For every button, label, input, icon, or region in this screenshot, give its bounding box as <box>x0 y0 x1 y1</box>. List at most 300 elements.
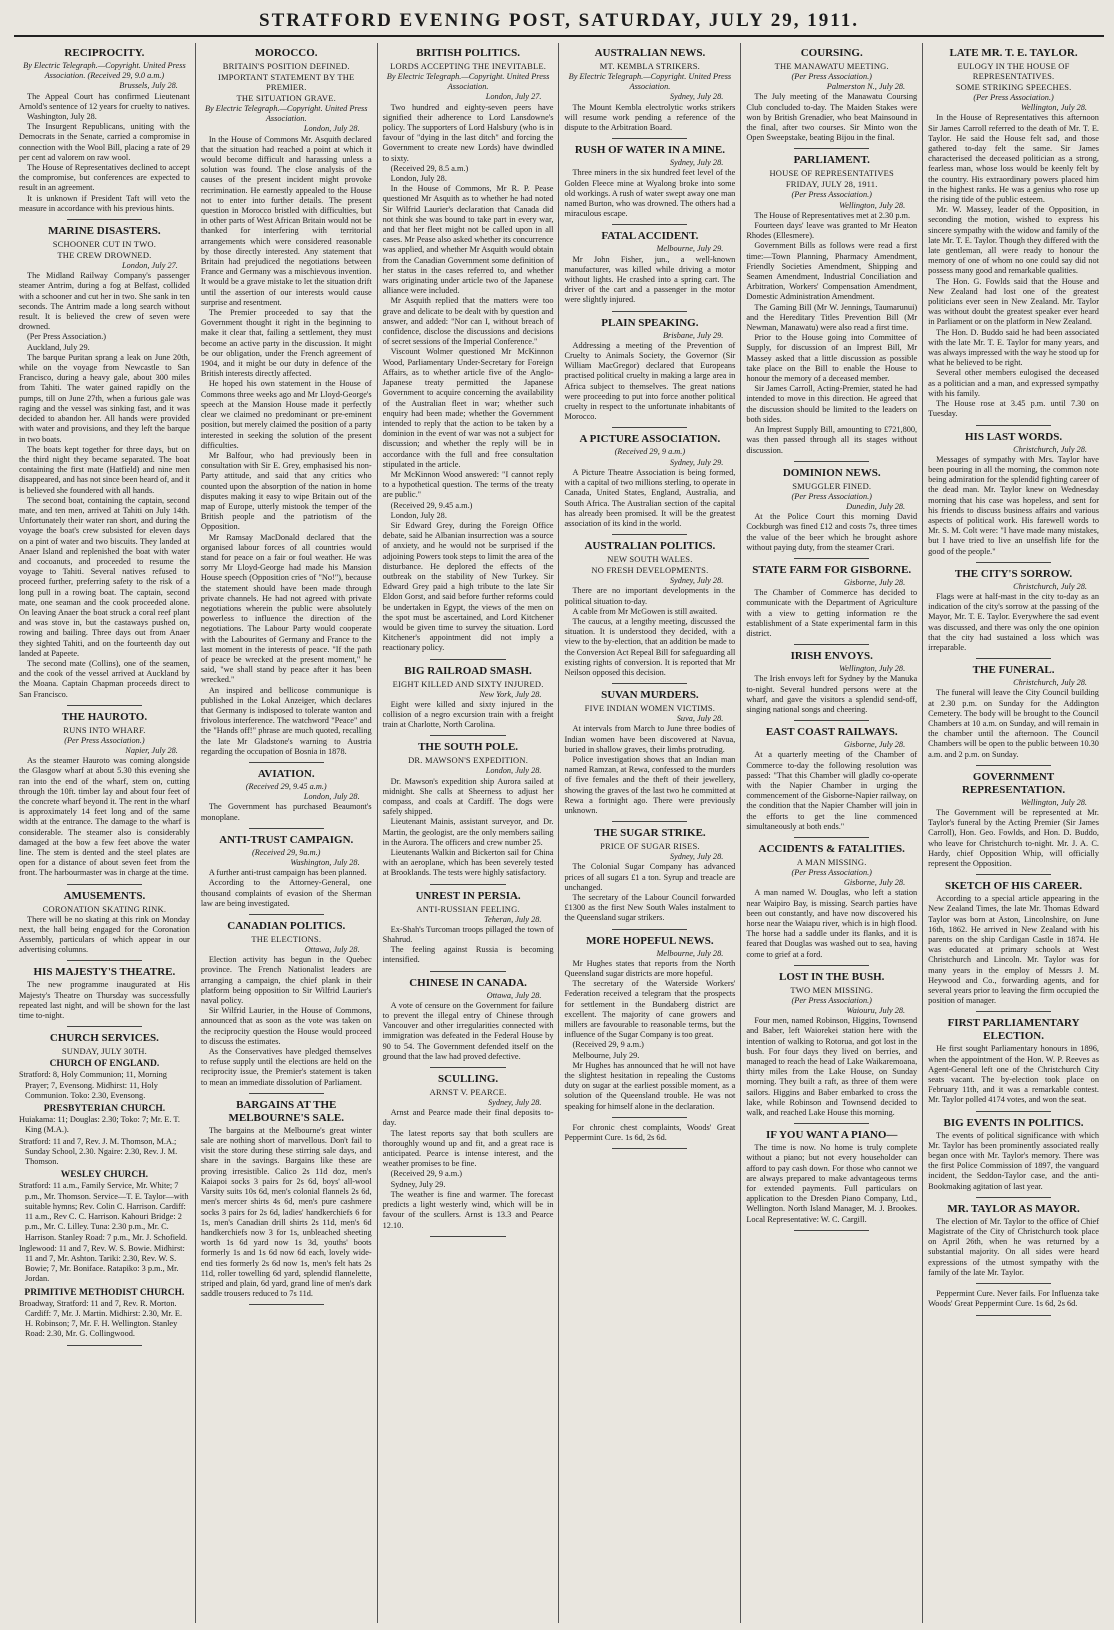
press-source: (Per Press Association.) <box>791 72 872 81</box>
article-divider <box>249 914 324 915</box>
press-source: By Electric Telegraph.—Copyright. United Press Association. <box>204 104 368 124</box>
article-paragraph: The bargains at the Melbourne's great winter sale are nothing short of marvellous. Don't fail to visit the store during these stirring sale days, and share in the savings. Bargains like these are proving irresistible. Calico 2s 11d doz, men's Kaiapoi socks 3 pairs for 2s 6d, boys' all-wool Varsity suits 10s 6d, men's colonial flannels 2s 6d, men's mercer shirts 4s 6d, men's pure cashmere socks 3 pairs for 2s 6d, ladies' handkerchiefs 6 for 1s, men's Canadian drill shirts 2s 11d, men's 6d handkerchiefs now 3 for 1s, unbleached sheeting worth 1s 6d yard now 1s 3d, youths' boots formerly 1s and 1s 6d now 6d each, lovely wide-end ties formerly 2s 6d now 1s, men's felt hats 2s 11d, roller towelling 6d yard, splendid flannelette, striped and plain, 6d yard, grand line of men's dark saddle trousers reduced to 7s 11d. <box>200 1125 372 1299</box>
article-subhead: ANTI-RUSSIAN FEELING. <box>416 903 520 914</box>
article-headline: HIS MAJESTY'S THEATRE. <box>33 966 176 979</box>
article-paragraph: The latest reports say that both scullers are thoroughly wound up and fit, and a great race is anticipated. Pearce is intense interest, and the weather promises to be fine. <box>382 1128 554 1169</box>
article-paragraph: The feeling against Russia is becoming intensified. <box>382 945 554 965</box>
article-subhead: IMPORTANT STATEMENT BY THE PREMIER. <box>218 72 355 92</box>
article-paragraph: Eight were killed and sixty injured in the collision of a negro excursion train with a freight train at Charlotte, North Carolina. <box>382 699 554 730</box>
article-paragraph: The Government has purchased Beaumont's monoplane. <box>200 802 372 822</box>
article-paragraph: The Midland Railway Company's passenger steamer Antrim, during a fog at Belfast, collided with a schooner and cut her in two. She sank in ten seconds. The Antrim made a long search without result. It is believed the crew of seven were drowned. <box>19 271 190 332</box>
article-subhead: EIGHT KILLED AND SIXTY INJURED. <box>392 678 544 689</box>
article <box>564 317 735 429</box>
article-paragraph: The caucus, at a lengthy meeting, discussed the situation. It is understood they decided, with a view to the by-election, that an addition be made to the Conversion Act Repeal Bill for safeguarding all existing rights of conversion. It is reported that Mr Neilson opposed this decision. <box>564 616 736 677</box>
article-headline: THE FUNERAL. <box>972 664 1055 677</box>
article-divider <box>67 705 142 706</box>
dateline: Brussels, July 28. <box>119 81 178 91</box>
article <box>383 665 554 737</box>
article-subhead: ARNST V. PEARCE. <box>429 1087 507 1098</box>
article <box>201 834 372 915</box>
article-divider <box>794 1230 869 1231</box>
article-paragraph: Mr. W. Massey, leader of the Opposition, in seconding the motion, wished to express his sincere sympathy with the widow and family of the late Mr. T. E. Taylor. Though they differed with the late gentleman, all were ready to honour the memory of one of whom no one could say did not possess many good and remarkable qualities. <box>928 205 1099 276</box>
article-divider <box>612 311 687 312</box>
article <box>928 771 1099 875</box>
article-divider <box>612 929 687 930</box>
article-paragraph: Viscount Wolmer questioned Mr McKinnon Wood, Parliamentary Under-Secretary for Foreign Affairs, as to whether article five of the Anglo-Japanese treaty permitted the Japanese Government to acquire concerning the availability of the Australian fleet in war; whether such enquiry had been made; whether the Government intended to reply that the action to be taken by a dominion in the event of war was not a subject for discussion; and whether the reply will be in accordance with the full and free consultation stipulated in the article. <box>382 347 554 469</box>
dateline: London, July 27. <box>485 92 542 102</box>
article-headline: SCULLING. <box>437 1073 499 1086</box>
article-paragraph: Police investigation shows that an Indian man named Ramzan, at Rewa, confessed to the murders of five females and the theft of their jewellery, showing the graves of the last two he committed at Rewa a fortnight ago. There were previously unknown. <box>564 754 736 815</box>
article-headline: RECIPROCITY. <box>64 47 145 59</box>
dateline: London, July 28. <box>485 766 542 776</box>
article <box>19 966 190 1027</box>
press-source: (Per Press Association.) <box>791 190 872 200</box>
article-paragraph: The funeral will leave the City Council building at 2.30 p.m. on Sunday for the Addington Cemetery. The body will be brought to the Council Chambers at 10 a.m. on Sunday, and will remain in the chamber until the afternoon. The Council Chambers will be open to the public between 10.30 a.m. and 2 p.m. on Sunday. <box>928 688 1099 759</box>
dateline: Sydney, July 29. <box>669 457 724 467</box>
article <box>746 650 917 721</box>
article-paragraph: The House of Representatives met at 2.30 p.m. <box>754 210 911 220</box>
article <box>928 880 1099 1012</box>
article-divider <box>976 1197 1051 1198</box>
article-subhead: NO FRESH DEVELOPMENTS. <box>591 565 709 576</box>
dateline: Christchurch, July 28. <box>1013 444 1087 454</box>
article <box>928 47 1099 426</box>
article-paragraph: The Mount Kembla electrolytic works strikers will resume work pending a reference of the dispute to the Arbitration Board. <box>564 102 736 133</box>
article <box>564 1123 735 1149</box>
church-name: WESLEY CHURCH. <box>60 1170 149 1181</box>
article-divider <box>976 1011 1051 1012</box>
article-divider <box>430 735 505 736</box>
service-entry: Broadway, Stratford: 11 and 7, Rev. R. Morton. Cardiff: 7, Mr. J. Martin. Midhirst: 2.30, Mr. E. H. Robinson; 7, Mr. F. H. Wellington. Stanley Road: 2.30, Mr. G. Collingwood. <box>19 1298 183 1339</box>
article-subhead: A MAN MISSING. <box>796 856 867 867</box>
press-source: (Per Press Association.) <box>791 867 872 877</box>
dateline: Brisbane, July 29. <box>662 330 724 340</box>
church-name: CHURCH OF ENGLAND. <box>49 1059 160 1070</box>
dateline: London, July 28. <box>303 792 360 802</box>
article-paragraph: The events of political significance with which Mr. Taylor has been prominently associated really began once with Mr. Taylor's memory. There was the first Police Commission of 1897, the vanguard incident, the Seddon-Taylor case, and the anti-Bookmaking agitation of last year. <box>928 1130 1099 1191</box>
news-column <box>559 43 741 1623</box>
article-paragraph: The Hon. G. Fowlds said that the House and New Zealand had lost one of the greatest politicians ever seen in New Zealand. Mr. Taylor was without doubt the greatest speaker ever heard in Parliament or on the platform in New Zealand. <box>928 276 1099 327</box>
dateline: Gisborne, July 28. <box>843 577 906 587</box>
dateline: Waiouru, July 28. <box>846 1006 906 1016</box>
article-divider <box>430 1067 505 1068</box>
dateline: Gisborne, July 28. <box>843 878 906 888</box>
article <box>564 433 735 535</box>
article <box>746 843 917 966</box>
article-headline: MR. TAYLOR AS MAYOR. <box>947 1202 1080 1215</box>
dateline: Christchurch, July 28. <box>1013 678 1087 688</box>
article-paragraph: It is unknown if President Taft will veto the measure in accordance with his previous hints. <box>19 193 190 213</box>
article-headline: GOVERNMENT REPRESENTATION. <box>961 770 1066 796</box>
dateline: Ottawa, July 28. <box>486 990 542 1000</box>
dateline: Melbourne, July 29. <box>656 244 724 254</box>
article-headline: DOMINION NEWS. <box>782 466 881 479</box>
article-paragraph: The Chamber of Commerce has decided to communicate with the Department of Agriculture with a view to getting information re the establishment of a State experimental farm in this district. <box>746 588 918 638</box>
article-headline: CHINESE IN CANADA. <box>409 976 527 989</box>
dateline: Sydney, July 28. <box>669 92 724 102</box>
church-name: PRIMITIVE METHODIST CHURCH. <box>24 1287 185 1298</box>
article-headline: AMUSEMENTS. <box>63 889 146 902</box>
article-headline: PLAIN SPEAKING. <box>601 316 699 329</box>
article-headline: IF YOU WANT A PIANO— <box>766 1129 898 1142</box>
article-paragraph: Government Bills as follows were read a first time:—Town Planning, Pharmacy Amendment, Friendly Societies Amendment, Shipping and Seamen Amendment, Industrial Conciliation and Arbitration, Workers' Compensation Amendment, Domestic Administration Amendment. <box>746 241 918 302</box>
article-headline: CHURCH SERVICES. <box>49 1032 159 1045</box>
article-paragraph: The election of Mr. Taylor to the office of Chief Magistrate of the City of Christchurch took place on April 26th, when he was returned by a substantial majority. On all sides were heard expressions of the utmost sympathy with the family of the late Mr. Taylor. <box>928 1216 1099 1277</box>
article-paragraph: The time is now. No home is truly complete without a piano; but not every householder can afford to pay cash down. For those who cannot we are always prepared to make advantageous terms for extended payments. Full particulars on application to the Dresden Piano Company, Ltd., Wellington. North Island Manager, M. J. Brookes. Local Representative: W. C. Cargill. <box>746 1143 918 1224</box>
article <box>746 47 917 149</box>
article-divider <box>67 884 142 885</box>
dateline: Melbourne, July 28. <box>656 948 724 958</box>
press-source: (Per Press Association.) <box>791 995 872 1005</box>
press-source: (Per Press Association.) <box>791 491 872 501</box>
article-headline: AUSTRALIAN NEWS. <box>594 47 706 59</box>
article-paragraph: The Premier proceeded to say that the Government thought it right in the beginning to make it clear that, failing a settlement, they must become an active party in the discussion. It might be our obligation, under the French agreement of 1904, and it might be our duty in defence of the British interests directly affected. <box>200 308 372 379</box>
article <box>19 47 190 220</box>
article-paragraph: Sydney, July 29. <box>390 1179 446 1189</box>
article-paragraph: Messages of sympathy with Mrs. Taylor have been pouring in all the morning, the common note being admiration for the splendid fighting career of the dead man. Mr. Taylor knew on Wednesday morning that his case was hopeless, and sent for his friends to discuss business affairs and various aspects of political work. His farewell words to Mr. S. M. Colt were: "I have made many mistakes, but I have tried to live an unselfish life for the good of the people." <box>928 454 1099 556</box>
article-subhead: THE CREW DROWNED. <box>57 250 152 261</box>
article-paragraph: The secretary of the Labour Council forwarded £1300 as the first New South Wales instalment to the Queensland sugar strikers. <box>564 892 736 923</box>
article-subhead: NEW SOUTH WALES. <box>607 554 693 565</box>
article-divider <box>430 884 505 885</box>
service-entry: Stratford: 8, Holy Communion; 11, Morning Prayer; 7, Evensong. Midhirst: 11, Holy Communion. Toko: 2.30, Evensong. <box>19 1070 167 1100</box>
news-column <box>923 43 1104 1623</box>
article-paragraph: Prior to the House going into Committee of Supply, for discussion of an Imprest Bill, Mr Massey asked that a little discussion as possible take place on the Bill to enable the House to honour the memory of a deceased member. <box>746 333 918 384</box>
article-divider <box>67 1026 142 1027</box>
article-headline: ACCIDENTS & FATALITIES. <box>758 842 905 855</box>
article-paragraph: Sir Edward Grey, during the Foreign Office debate, said he Albanian insurrection was a source of anxiety, and he would not be surprised if the adjoining Powers took steps to limit the area of the disturbance. He deplored the effects of the outbreak on the stability of New Turkey. Sir Edward Grey paid a high tribute to the late Sir Eldon Gorst, and said before further reforms could be undertaken in Egypt, the views of the men on the spot must be ascertained, and Lord Kitchener would be given time to survey the situation. Lord Kitchener's appointment did not imply a reactionary policy. <box>382 520 554 653</box>
article-headline: AUSTRALIAN POLITICS. <box>584 540 716 553</box>
article-paragraph: The House rose at 3.45 p.m. until 7.30 on Tuesday. <box>928 399 1099 419</box>
article-divider <box>612 1148 687 1149</box>
press-source: (Received 29, 9 a.m.) <box>614 447 686 457</box>
article-subhead: SOME STRIKING SPEECHES. <box>955 82 1072 92</box>
article-headline: THE HAUROTO. <box>61 710 148 723</box>
article-paragraph: As the steamer Hauroto was coming alongside the Glasgow wharf at about 5.30 this evening she ran into the end of the wharf, stem on, cutting through the 10ft. timber lay and about four feet of the concrete wharf beyond it. The rent in the wharf is approximately 14 feet long and of the same width at the entrance. The damage to the wharf is considerable. The steamer also is considerably damaged at the bow a few feet above the water line. The stem is dented and the steel plates are open for a distance of about seven feet from the front. The harbourmaster was in charge at the time. <box>19 756 190 878</box>
dateline: Napier, July 28. <box>125 745 178 755</box>
article-paragraph: A cable from Mr McGowen is still awaited. <box>572 606 718 616</box>
article-divider <box>976 562 1051 563</box>
article-paragraph: Mr Ramsay MacDonald declared that the organised labour forces of all countries would stand for peace on a fair or foul weather. He was sorry Mr Lloyd-George had made his Mansion House speech (Opposition cries of "No!"), because the statement should have been made through private channels. He had not agreed with private negotiations wherein the public were absolutely powerless to influence the direction of the negotiations. The Labour Party would cooperate with the Labourites of Germany and France to the last moment in the interests of peace. "If the path of peace be wrecked at the present moment," he said, "we shall stand by peace after it has been wrecked." <box>200 532 372 685</box>
article <box>928 1017 1099 1111</box>
church-name: PRESBYTERIAN CHURCH. <box>43 1104 166 1115</box>
article-paragraph: In the House of Commons, Mr R. P. Pease questioned Mr Asquith as to whether he had noted Sir Wilfrid Laurier's declaration that Canada did not think she was bound to take part in every war, and that her fleet might not be called upon in all cases. Mr Pease also asked whether its concurrence was applied, and whether Mr Asquith would obtain from the Canadian Government some definition of her status in the cases referred to, and whether wars originating under article two of the Japanese alliance were included. <box>382 184 554 296</box>
article-divider <box>794 148 869 149</box>
article-headline: LATE MR. T. E. TAYLOR. <box>949 47 1078 59</box>
article-subhead: CORONATION SKATING RINK. <box>42 903 167 914</box>
article-paragraph: The House of Representatives declined to accept the compromise, but conferences are expected to result in an agreement. <box>19 163 190 193</box>
article-subhead: DR. MAWSON'S EXPEDITION. <box>408 755 529 766</box>
article-paragraph: (Received 29, 9 a.m.) <box>572 1040 644 1050</box>
article <box>383 47 554 660</box>
article-subhead: HOUSE OF REPRESENTATIVES <box>769 168 894 179</box>
article-divider <box>249 1093 324 1094</box>
article-headline: SKETCH OF HIS CAREER. <box>944 880 1083 893</box>
article <box>746 726 917 838</box>
article-headline: THE SUGAR STRIKE. <box>594 827 706 840</box>
article-subhead: SMUGGLER FINED. <box>792 480 872 491</box>
article-divider <box>612 821 687 822</box>
article <box>564 827 735 929</box>
article <box>383 890 554 972</box>
article-paragraph: For chronic chest complaints, Woods' Great Peppermint Cure. 1s 6d, 2s 6d. <box>564 1122 736 1143</box>
article-paragraph: The second boat, containing the captain, second mate, and ten men, arrived at Tahiti on July 14th. Unfortunately their water ran short, and during the voyage the boat's crew subsisted for eleven days on a pint of water and two biscuits. They landed at Anaer Island and replenished the boat with water and cocoanuts, and proceeded to resume the voyage to Tahiti. Several natives refused to proceed further, preferring safety to the risk of a long pull in a rowing boat. The captain, second mate, one seaman and the cook proceeded alone. On leaving Anaer the boat struck a coral reef plant and was stove in, but the castaways pushed on, rowing and bailing. Three days out from Anaer they sighted Tahiti, and on the fourteenth day out landed at Papeete. <box>19 495 190 658</box>
article-divider <box>249 1304 324 1305</box>
article-subhead: BRITAIN'S POSITION DEFINED. <box>222 61 350 71</box>
article <box>201 768 372 829</box>
article-paragraph: Three miners in the six hundred feet level of the Golden Fleece mine at Wyalong broke into some old workings. A rush of water swept away one man named Burton, who was drowned. The others had a miraculous escape. <box>564 168 736 219</box>
article-paragraph: Mr Hughes has announced that he will not have the slightest hesitation in repealing the Customs duty on sugar at the earliest possible moment, as a solution of the Queensland trouble. He was not speaking for himself alone in the declaration. <box>564 1060 736 1111</box>
service-entry: Inglewood: 11 and 7, Rev. W. S. Bowie. Midhirst: 11 and 7, Mr. Ashton. Tariki: 2.30, Rev. W. S. Bowie; 7, Mr. Boniface. Ratapiko: 3 p.m., Mr. Jordan. <box>19 1243 185 1284</box>
article-paragraph: According to a special article appearing in the New Zealand Times, the late Mr. Thomas Edward Taylor was born at Aston, Lincolnshire, on June 16th, 1862. He arrived in New Zealand with his parents on the ship Cardigan Castle in 1874. He was educated at primary schools at West Christchurch and Lincoln. Mr. Taylor was for many years in the employ of Messrs J. M. Heywood and Co., forwarding agents, and for several years prior to leaving the firm occupied the position of manager. <box>928 894 1099 1006</box>
article-paragraph: As the Conservatives have pledged themselves to refuse supply until the elections are held on the reciprocity issue, the Premier's statement is taken to mean an immediate dissolution of Parliament. <box>200 1047 372 1087</box>
article <box>19 711 190 885</box>
article-paragraph: Auckland, July 29. <box>27 342 90 352</box>
article-paragraph: (Received 29, 9 a.m.) <box>390 1169 463 1179</box>
article-headline: AVIATION. <box>257 768 315 780</box>
article-paragraph: Several other members eulogised the deceased as a politician and a man, and expressed sympathy with his family. <box>928 368 1099 398</box>
article-subhead: FIVE INDIAN WOMEN VICTIMS. <box>584 703 716 714</box>
article-paragraph: Two hundred and eighty-seven peers have signified their adherence to Lord Lansdowne's policy. The supporters of Lord Halsbury (who is in favour of "dying in the last ditch" and forcing the Government to create new Lords) have dwindled to sixty. <box>382 102 554 163</box>
article-divider <box>794 965 869 966</box>
press-source: By Electric Telegraph.—Copyright. United Press Association. <box>386 72 550 92</box>
news-column <box>14 43 196 1623</box>
article-paragraph: The Insurgent Republicans, uniting with the Democrats in the Senate, carried a compromise in connection with the Wool Bill, placing a rate of 29 per cent ad valorem on raw wool. <box>19 122 190 162</box>
article-subhead: LORDS ACCEPTING THE INEVITABLE. <box>390 61 547 71</box>
article-headline: MARINE DISASTERS. <box>48 225 161 238</box>
article <box>564 230 735 311</box>
article-headline: FIRST PARLIAMENTARY ELECTION. <box>947 1017 1080 1043</box>
article-paragraph: The second mate (Collins), one of the seamen, and the cook of the vessel arrived at Auckland by the Moana. Captain Chapman proceeds direct to San Francisco. <box>19 658 190 699</box>
article <box>564 47 735 139</box>
article-subhead: EULOGY IN THE HOUSE OF REPRESENTATIVES. <box>957 61 1070 81</box>
article-divider <box>249 828 324 829</box>
article-paragraph: According to the Attorney-General, one thousand complaints of evasion of the Sherman law are being investigated. <box>200 878 372 908</box>
dateline: Wellington, July 28. <box>1020 103 1087 113</box>
service-entry: Huiakama: 11; Douglas: 2.30; Toko: 7; Mr. E. T. King (M.A.). <box>19 1115 180 1135</box>
article-paragraph: At a quarterly meeting of the Chamber of Commerce to-day the following resolution was passed: "That this Chamber will gladly co-operate with the Napier Chamber in urging the commencement of the Gisborne-Napier railway, on the condition that the Napier Chamber will join in the efforts to get the line commenced simultaneously at both ends." <box>746 750 918 831</box>
article-headline: EAST COAST RAILWAYS. <box>765 726 898 739</box>
article-paragraph: Fourteen days' leave was granted to Mr Heaton Rhodes (Ellesmere). <box>746 221 918 241</box>
article-divider <box>249 762 324 763</box>
article <box>564 144 735 225</box>
article-paragraph: An inspired and bellicose communique is published in the Lokal Anzeiger, which declares that Germany is indisposed to tolerate wanton and frivolous interference. The watchword "Peace" and the "Hands off!" phrase are much quoted, recalling the late Mr Gladstone's warning to Austria regarding the occupation of Bosnia in 1878. <box>200 685 372 756</box>
article-paragraph: The weather is fine and warmer. The forecast predicts a light westerly wind, which will be in favour of the scullers. Arnst is 13.3 and Pearce 12.10. <box>382 1189 554 1230</box>
article <box>383 741 554 884</box>
article-headline: LOST IN THE BUSH. <box>779 970 885 983</box>
article <box>19 1032 190 1345</box>
dateline: Ottawa, July 28. <box>304 945 360 955</box>
article <box>564 540 735 684</box>
article-paragraph: In the House of Representatives this afternoon Sir James Carroll referred to the death of Mr. T. E. Taylor. He said the House felt sad, and those gathered to-day felt the same. Sir James characterised the deceased politician as a strong, fearless man, whose loss would be keenly felt by the country. His extraordinary powers placed him in the highest ranks. He was a genius who rose up the rising tide of the public esteem. <box>928 113 1099 205</box>
article-headline: MOROCCO. <box>254 47 318 59</box>
article-subhead: THE ELECTIONS. <box>251 934 322 945</box>
dateline: Wellington, July 28. <box>839 200 906 210</box>
article-paragraph: The Appeal Court has confirmed Lieutenant Arnold's sentence of 12 years for cruelty to natives. <box>19 91 190 111</box>
article-divider <box>976 1315 1051 1316</box>
article-paragraph: Mr Balfour, who had previously been in consultation with Sir E. Grey, emphasised his non-Party attitude, and said that any critics who counted upon the absorption of the nation in home disputes making it easy to wipe Britain out of the map of Europe, utterly mistook the temper of the British people and the patriotism of the Opposition. <box>200 450 372 532</box>
dateline: New York, July 28. <box>479 689 542 699</box>
article-paragraph: Sir Wilfrid Laurier, in the House of Commons, announced that as soon as the vote was taken on the reciprocity question the House would proceed to discuss the estimates. <box>200 1006 372 1046</box>
article-paragraph: The Hon. D. Buddo said he had been associated with the late Mr. T. E. Taylor for many years, and was always impressed with the way he stood up for what he believed to be right. <box>928 327 1099 368</box>
article <box>746 971 917 1124</box>
article-headline: HIS LAST WORDS. <box>965 430 1063 443</box>
article-paragraph: At the Police Court this morning David Cockburgh was fined £12 and costs 7s, three times the value of the beer which he brought ashore without paying duty, from the steamer Crari. <box>746 512 918 552</box>
dateline: Washington, July 28. <box>290 858 360 868</box>
article-headline: IRISH ENVOYS. <box>790 650 873 663</box>
article-paragraph: Mr John Fisher, jun., a well-known manufacturer, was killed while driving a motor without lights. He crashed into a spring cart. The driver of the cart and a passenger in the motor were slightly injured. <box>564 254 736 305</box>
article-divider <box>976 874 1051 875</box>
article <box>928 1203 1099 1284</box>
article-subhead: THE MANAWATU MEETING. <box>774 61 889 71</box>
article-headline: ANTI-TRUST CAMPAIGN. <box>219 833 354 846</box>
article <box>564 935 735 1118</box>
dateline: Sydney, July 28. <box>488 1098 542 1108</box>
article-paragraph: The Irish envoys left for Sydney by the Manuka to-night. Several hundred persons were at the wharf, and gave the visitors a splendid send-off, singing national songs and cheering. <box>746 674 918 714</box>
article <box>19 890 190 962</box>
dateline: Wellington, July 28. <box>1020 797 1087 807</box>
article-paragraph: (Per Press Association.) <box>27 332 107 342</box>
article-paragraph: Addressing a meeting of the Prevention of Cruelty to Animals Society, the Governor (Sir William MacGregor) declared that Europeans practised political cruelty in making a large area in Africa subject to themselves. The great nations were proceeding to put into force another political cruelty in respect to the unfortunate inhabitants of Morocco. <box>564 340 736 422</box>
article-paragraph: There will be no skating at this rink on Monday next, the hall being engaged for the Coronation Assembly, particulars of which appear in our advertising columns. <box>19 914 190 955</box>
article-subhead: MT. KEMBLA STRIKERS. <box>599 61 700 71</box>
article <box>383 977 554 1068</box>
article <box>928 664 1099 766</box>
article-paragraph: Dr. Mawson's expedition ship Aurora sailed at midnight. She calls at Sheerness to adjust her compass, and coals at Cardiff. The dogs were safely shipped. <box>382 776 554 817</box>
article-subhead: RUNS INTO WHARF. <box>63 724 146 735</box>
article-headline: BARGAINS AT THE MELBOURNE'S SALE. <box>228 1098 344 1124</box>
article-divider <box>794 837 869 838</box>
dateline: Sydney, July 28. <box>669 576 724 586</box>
article <box>928 568 1099 659</box>
press-source: (Received 29, 9a.m.) <box>252 847 321 857</box>
article-headline: THE SOUTH POLE. <box>418 741 519 754</box>
article-paragraph: (Received 29, 8.5 a.m.) <box>390 163 469 173</box>
dateline: London, July 27. <box>122 261 178 271</box>
article <box>928 1117 1099 1198</box>
article-paragraph: The barque Puritan sprang a leak on June 20th, while on the voyage from Newcastle to San Francisco, during a heavy gale, about 300 miles from Tahiti. The water gained rapidly on the pumps, till on June 27th, when a furious gale was raging and the vessel was sinking fast, and it was decided to abandon her. All hands were provided with water and provisions, and they left the barque in two boats. <box>19 352 190 444</box>
dateline: London, July 28. <box>303 124 360 134</box>
article-paragraph: Melbourne, July 29. <box>572 1050 640 1060</box>
article-paragraph: Ex-Shah's Turcoman troops pillaged the town of Shahrud. <box>382 924 554 945</box>
article <box>928 431 1099 563</box>
article-subhead: TWO MEN MISSING. <box>790 984 874 995</box>
press-source: (Per Press Association.) <box>64 735 145 745</box>
article-divider <box>430 971 505 972</box>
article-subhead: PRICE OF SUGAR RISES. <box>600 841 700 852</box>
article-subhead: SUNDAY, JULY 30TH. <box>61 1046 147 1057</box>
article-divider <box>67 1345 142 1346</box>
article-headline: RUSH OF WATER IN A MINE. <box>574 144 725 157</box>
masthead: STRATFORD EVENING POST, SATURDAY, JULY 29, 1911. <box>14 6 1104 37</box>
press-source: By Electric Telegraph.—Copyright. United Press Association. <box>568 72 732 92</box>
article-subhead: FRIDAY, JULY 28, 1911. <box>785 179 878 190</box>
article-paragraph: Arnst and Pearce made their final deposits to-day. <box>382 1108 554 1128</box>
news-column <box>378 43 560 1623</box>
article-subhead: SCHOONER CUT IN TWO. <box>52 239 157 250</box>
article-divider <box>794 720 869 721</box>
news-column <box>196 43 378 1623</box>
article <box>746 467 917 559</box>
article-paragraph: He first sought Parliamentary honours in 1896, when the appointment of the Hon. W. P. Reeves as Agent-General left one of the Christchurch City seats vacant. The by-election took place on February 11th, and it was a remarkable contest. Mr. Taylor polled 4174 votes, and won the seat. <box>928 1044 1099 1105</box>
article-paragraph: He hoped his own statement in the House of Commons three weeks ago and Mr Lloyd-George's speech at the Mansion House made it perfectly clear we claimed no predominant or pre-eminent position, but merely claimed the position of a party interested in seeking the solution of the present difficulties. <box>200 379 372 450</box>
article-headline: BIG EVENTS IN POLITICS. <box>943 1116 1084 1129</box>
press-source: (Received 29, 9.45 a.m.) <box>245 782 327 791</box>
article <box>746 154 917 461</box>
article-headline: CANADIAN POLITICS. <box>227 920 346 933</box>
article-divider <box>612 534 687 535</box>
dateline: Christchurch, July 28. <box>1013 581 1087 591</box>
article-divider <box>794 558 869 559</box>
dateline: Suva, July 28. <box>676 714 724 724</box>
article-divider <box>612 427 687 428</box>
article <box>564 689 735 822</box>
article-divider <box>430 1236 505 1237</box>
article-paragraph: Sir James Carroll, Acting-Premier, stated he had intended to move in this direction. He agreed that the discussion should be limited to the leaders on both sides. <box>746 384 918 424</box>
article-paragraph: Mr McKinnon Wood answered: "I cannot reply to a hypothetical question. The terms of the treaty are public." <box>382 469 554 500</box>
article-paragraph: London, July 28. <box>390 510 447 520</box>
article-divider <box>976 1283 1051 1284</box>
article-paragraph: There are no important developments in the political situation to-day. <box>564 586 736 606</box>
dateline: Sydney, July 28. <box>669 852 724 862</box>
article-paragraph: Election activity has begun in the Quebec province. The French Nationalist leaders are arranging a campaign, the chief plank in their platform being opposition to Sir Wilfrid Laurier's naval policy. <box>200 955 372 1006</box>
article-paragraph: A Picture Theatre Association is being formed, with a capital of two millions sterling, to operate in Canada, United States, England, Australia, and South Africa. The Australian section of the capital has already been promised. It will be the greatest association of its kind in the world. <box>564 467 736 528</box>
article-paragraph: The new programme inaugurated at His Majesty's Theatre on Thursday was successfully repeated last night, and will be shown for the last time to-night. <box>19 980 190 1021</box>
article-paragraph: Lieutenant Mainis, assistant surveyor, and Dr. Martin, the geologist, are the only members sailing in the Aurora. The officers and crew number 25. <box>382 817 554 847</box>
article-divider <box>794 644 869 645</box>
article-headline: COURSING. <box>800 47 863 59</box>
article-headline: THE CITY'S SORROW. <box>954 567 1073 580</box>
dateline: Sydney, July 28. <box>669 158 724 168</box>
article-paragraph: An Imprest Supply Bill, amounting to £721,800, was then passed through all its stages without discussion. <box>746 425 918 455</box>
article-paragraph: The boats kept together for three days, but on the third night they became separated. The boat containing the first mate (Hatfield) and nine men disappeared, and has not since been heard of, and it is believed she foundered with all hands. <box>19 444 190 495</box>
article <box>19 225 190 706</box>
article-divider <box>612 1117 687 1118</box>
article-divider <box>976 658 1051 659</box>
news-column <box>741 43 923 1623</box>
article-subhead: THE SITUATION GRAVE. <box>236 93 336 103</box>
article-headline: BRITISH POLITICS. <box>416 47 521 59</box>
dateline: Palmerston N., July 28. <box>826 82 906 92</box>
article-paragraph: A vote of censure on the Government for failure to prevent the illegal entry of Chinese through Vancouver and other irregularities connected with immigration was defeated in the Federal House by 90 to 54. The Government defended itself on the ground that the law had proved defective. <box>382 1000 554 1061</box>
columns <box>14 43 1104 1623</box>
article-paragraph: The Government will be represented at Mr. Taylor's funeral by the Acting Premier (Sir James Carroll), Hon. Geo. Fowlds, and Hon. D. Buddo, who leave for Christchurch to-night. Mr. J. A. C. Hardy, chief Opposition Whip, will officially represent the Opposition. <box>928 807 1099 868</box>
article-paragraph: (Received 29, 9.45 a.m.) <box>390 500 473 510</box>
article-headline: FATAL ACCIDENT. <box>601 230 699 243</box>
article <box>746 1129 917 1231</box>
article-divider <box>612 138 687 139</box>
article-divider <box>67 960 142 961</box>
article-paragraph: Washington, July 28. <box>27 112 97 122</box>
article-paragraph: Flags were at half-mast in the city to-day as an indication of the city's sorrow at the passing of the Mayor, Mr. T. E. Taylor. Everywhere the sad event was discussed, and there was only the one opinion that the city had sustained a loss which was irreparable. <box>928 591 1099 652</box>
article-headline: A PICTURE ASSOCIATION. <box>579 433 721 446</box>
article-paragraph: Four men, named Robinson, Higgins, Townsend and Baber, left Waiorekei station here with the intention of walking to Rotorua, and got lost in the bush. For four days they lived on berries, and managed to reach the head of Lake Waikaremoana, thirty miles from the Lake House, on Sunday morning. They built a raft, as three of them were sailors. Higgins and Baber embarked to cross the lake, while Robinson and Townsend decided to walk, and reached Lake House this morning. <box>746 1016 918 1118</box>
press-source: (Per Press Association.) <box>973 93 1054 102</box>
article-paragraph: London, July 28. <box>390 174 447 184</box>
press-source: By Electric Telegraph.—Copyright. United Press Association. (Received 29, 9.0 a.m.) <box>23 61 186 81</box>
article-divider <box>794 1123 869 1124</box>
article-paragraph: The July meeting of the Manawatu Coursing Club concluded to-day. The Maiden Stakes were won by British Grenadier, who beat Mainsound in the final, after two courses. Sir Minto won the Open Sweepstake, beating Bijou in the final. <box>746 92 918 143</box>
article-paragraph: Peppermint Cure. Never fails. For Influenza take Woods' Great Peppermint Cure. 1s 6d, 2s 6d. <box>928 1289 1099 1309</box>
article-headline: BIG RAILROAD SMASH. <box>404 664 532 677</box>
article-headline: MORE HOPEFUL NEWS. <box>586 934 714 947</box>
article-divider <box>976 765 1051 766</box>
dateline: Teheran, July 28. <box>484 914 542 924</box>
article-headline: PARLIAMENT. <box>793 154 870 167</box>
article-divider <box>612 224 687 225</box>
article-paragraph: Mr Hughes states that reports from the North Queensland sugar districts are more hopeful. <box>564 958 736 978</box>
article-divider <box>67 219 142 220</box>
